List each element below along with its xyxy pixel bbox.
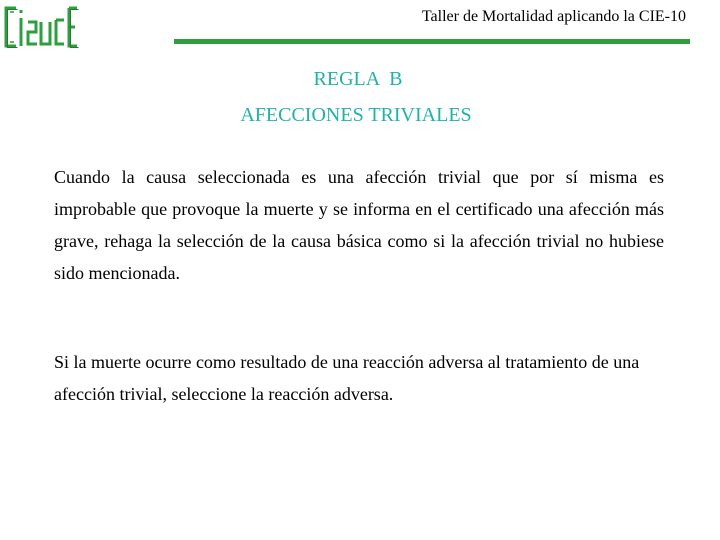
header-divider [174,39,690,44]
cieuce-logo [0,0,80,54]
rule-subheading: AFECCIONES TRIVIALES [240,104,472,126]
rule-heading: REGLA B [313,68,403,90]
header-title: Taller de Mortalidad aplicando la CIE-10 [421,8,686,25]
body-paragraph-2: Si la muerte ocurre como resultado de una reacción adversa al tratamiento de una afección trivial, seleccione la reacción adversa. [54,352,640,404]
body-paragraph-1: Cuando la causa seleccionada es una afección trivial que por sí misma es improbable que provoque la muerte y se informa en el certificado una afección más grave, rehaga la selección de la causa básica como si la afección trivial no hubiese sido mencionada. [54,167,664,283]
